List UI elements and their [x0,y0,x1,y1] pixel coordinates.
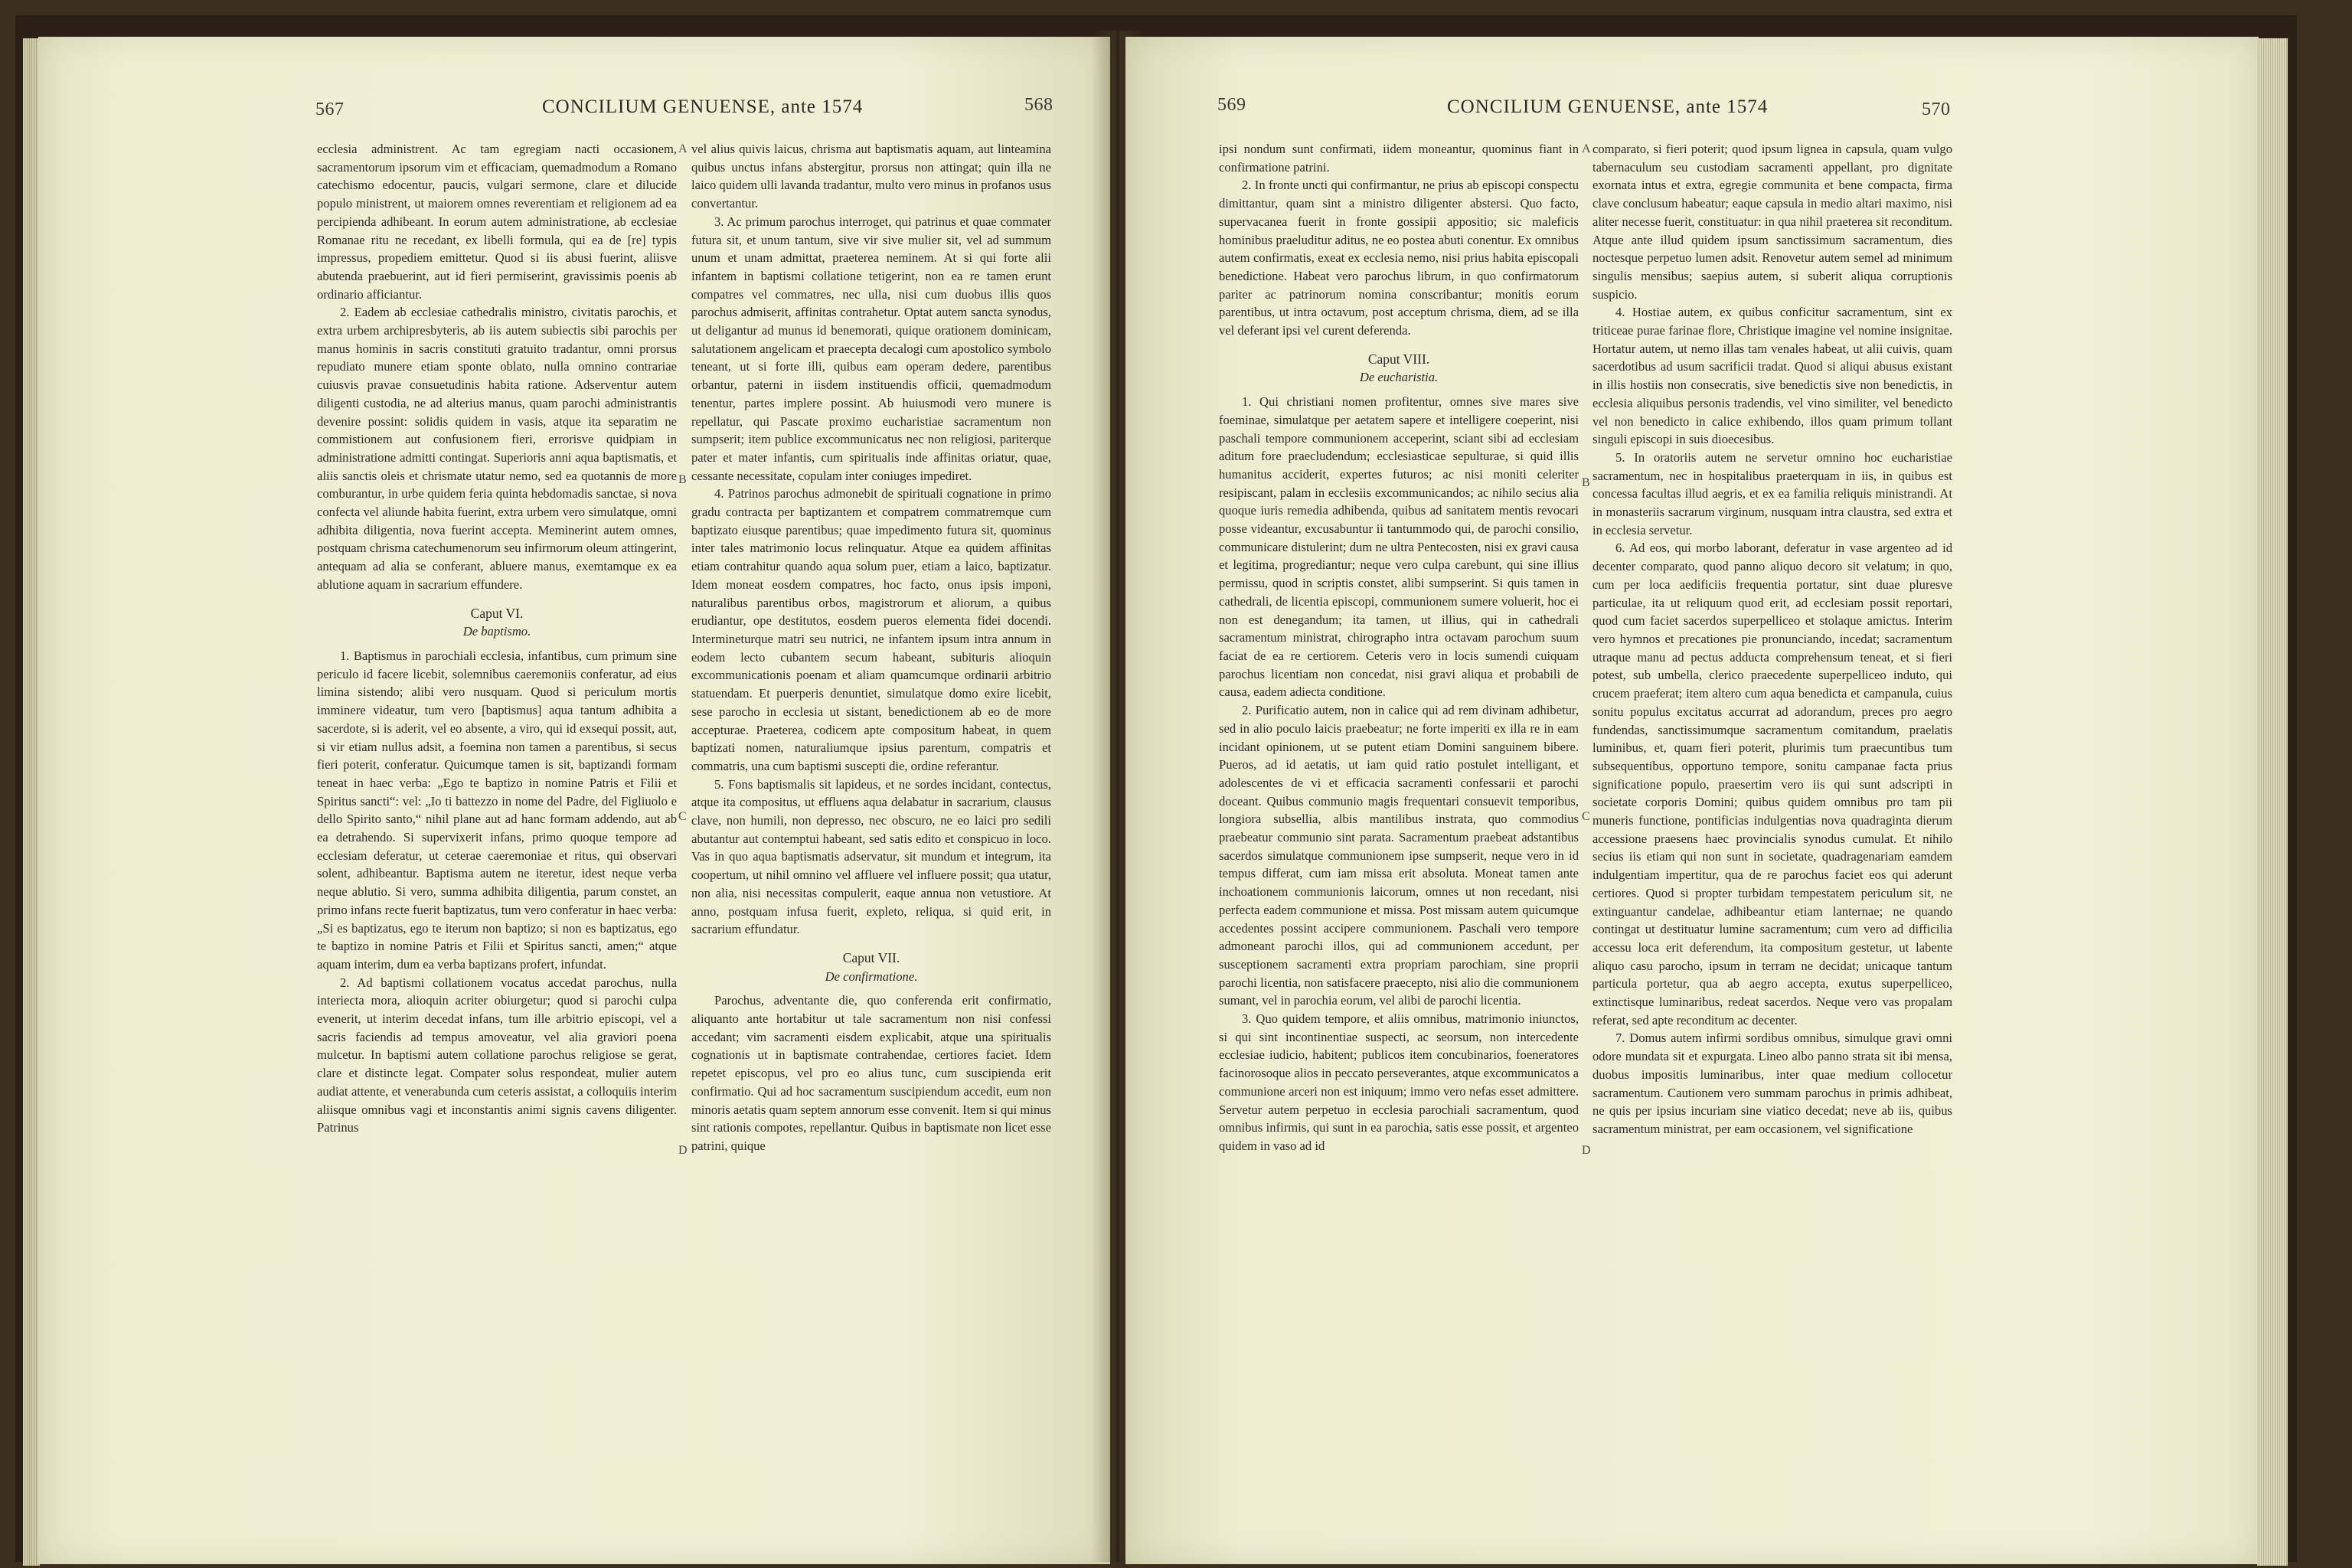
running-title: CONCILIUM GENUENSE, ante 1574 [1447,96,1769,117]
paragraph: 3. Ac primum parochus interroget, qui patrinus et quae commater futura sit, et unum tantum, sive vir sive mulier sit, vel ad summum unum et unam admittat, praeterea neminem. At si qui forte alii infantem in baptismi collatione tetigerint, non ea re tamen erunt compatres vel commatres, nec ulla, nisi cum duobus illis quos parochus admiserit, affinitas contrahetur. Optat autem sancta synodus, ut deligantur ad munus id benemorati, quique orationem dominicam, salutationem angelicam et praecepta decalogi cum apostolico symbolo teneant, ut si forte illi, quibus eam operam dedere, parentibus orbantur, paterni in iisdem instituendis officii, quemadmodum tenentur, partes implere possint. Ab huiusmodi vero munere is repellatur, qui Pascate proximo eucharistiae sacramentum non sumpserit; item publice excommunicatus nec non religiosi, pariterque pater et mater infantis, cum spiritualis inde affinitas oriatur, quae, cessante necessitate, copulam inter coniuges impediret. [691,214,1051,483]
paragraph: 2. Purificatio autem, non in calice qui ad rem divinam adhibetur, sed in alio poculo laicis praebeatur; ne forte imperiti ex illa re in eam incidant opinionem, ut se putent etiam Domini sanguinem bibere. Pueros, ad id aetatis, ut iam quid ratio postulet intelligant, et adolescentes de vi et efficacia sacramenti confessarii et parochi doceant. Quibus communio magis frequentari consuevit temporibus, longiora subsellia, albis mantilibus instrata, quo commodius praebeatur communio sint parata. Sacramentum praebeat adstantibus sacerdos simulatque communionem ipse sumpserit, neque vero in id tempus differat, cum iam missa erit absoluta. Moneat tamen ante inchoationem communionis laicorum, omnes ut non recedant, nisi perfecta eadem communione et missa. Post missam autem quicumque accedentes possint accipere communionem. Paschali vero tempore admoneant parochi illos, qui ad communionem accedunt, per susceptionem sacramenti extra propriam parochiam, sine proprii parochi licentia, non satisfacere praecepto, nisi alio die communionem sumant, vel in parochia eorum, vel alibi de parochi licentia. [1219,703,1579,1008]
page-number: 567 [315,100,345,119]
paragraph: 3. Quo quidem tempore, et aliis omnibus, matrimonio iniunctos, si qui sint incontinentiae suspecti, ac seorsum, non intercedente ecclesiae iudicio, habitent; publicos item concubinarios, foeneratores facinorosoque alios in peccato perseverantes, atque excommunicatos a communione arceri non est iniquum; immo vero nefas esset admittere. Servetur autem perpetuo in ecclesia parochiali sacramentum, quod omnibus infirmis, qui sunt in ea parochia, satis esse possit, et argenteo quidem in vaso ad id [1219,1011,1579,1153]
paragraph: 4. Hostiae autem, ex quibus conficitur sacramentum, sint ex triticeae purae farinae flore, Christique imagine vel nomine insignitae. Hortatur autem, ut nemo illas tam venales habeat, ut alii cuivis, quam sacerdotibus ad usum sacrificii tradat. Quod si aliqui abusus existant in illis hostiis non consecratis, sive benedictis sive non benedictis, in ecclesia aliquibus personis tradendis, vel vino similiter, vel benedicto vel non benedicto in calice exhibendo, illos quam primum tollant singuli episcopi in suis dioecesibus. [1592,305,1952,447]
left-page [38,37,1110,1564]
margin-marker: A [1582,142,1591,155]
margin-marker: D [678,1144,688,1157]
page-number: 568 [1024,95,1054,115]
paragraph: 5. In oratoriis autem ne servetur omnino hoc eucharistiae sacramentum, nec in hospitalibus praeterquam in iis, in quibus est concessa facultas illud aegris, et ex ea familia reliquis ministrandi. At in monasteriis sacrarum virginum, nusquam intra claustra, sed extra et in ecclesia servetur. [1592,449,1952,537]
page-edges-left [23,38,40,1566]
paragraph: 5. Fons baptismalis sit lapideus, et ne sordes incidant, contectus, atque ita compositus, ut effluens aqua delabatur in sacrarium, clausus clave, non humili, non depresso, nec obscuro, ne eo laici pro sedili abutantur aut contemptui habeant, sed satis edito et conspicuo in loco. Vas in quo aqua baptismatis adservatur, sit mundum et integrum, ita coopertum, ut nihil omnino vel affluere vel influere possit; qua utatur, non alia, nisi necessitas compulerit, eaque annua non vetustiore. At anno, postquam infusa fuerit, expleto, reliqua, si quid erit, in sacrarium effundatur. [691,776,1051,937]
page-number: 570 [1922,100,1951,119]
paragraph: comparato, si fieri poterit; quod ipsum lignea in capsula, quam vulgo tabernaculum seu custodiam sacramenti appellant, pro dignitate exornata intus et extra, egregie communita et bene compacta, firma clave conclusum habeatur; eaque capsula in medio altari maximo, nisi aliter necesse fuerit, constituatur: in qua nihil praeterea sit reconditum. Atque ante illud quidem ipsum sanctissimum sacramentum, dies noctesque perpetuo lumen adsit. Renovetur autem semel ad minimum singulis mensibus; saepius autem, si suberit aliqua corruptionis suspicio. [1592,142,1952,302]
paragraph: 1. Baptismus in parochiali ecclesia, infantibus, cum primum sine periculo id facere licebit, solemnibus caeremoniis conferatur, ad eius limina sistendo; alibi vero nusquam. Quod si periculum mortis imminere videatur, tum vero [baptismus] aqua tantum adhibita a sacerdote, si is aderit, vel eo absente, a viro, qui id exsequi possit, aut, si vir etiam nullus adsit, a foemina non tamen a parentibus, si secus fieri poterit, conferatur. Quicumque tamen is sit, baptizandi formam teneat in haec verba: „Ego te baptizo in nomine Patris et Filii et Spiritus sancti“: vel: „Io ti battezzo in nome del Padre, del Figliuolo e dello Spirito santo,“ nihil plane aut ad hanc formam addendo, aut ab ea detrahendo. Si supervixerit infans, primo quoque tempore ad ecclesiam deferatur, ut ceterae caeremoniae et ritus, qui observari solent, adhibeantur. Baptisma autem ne iteretur, idest neque verba neque ablutio. Si vero, summa adhibita diligentia, parum constet, an primo infans recte fuerit baptizatus, tum vero conferatur in haec verba: „Si es baptizatus, ego te iterum non baptizo; si non es baptizatus, ego te baptizo in nomine Patris et Filii et Spiritus sancti, amen;“ atque aquam interim, dum ea verba baptizans profert, infundat. [317,648,677,972]
text-column [1219,140,1579,1155]
margin-marker: C [678,810,687,823]
paragraph: Parochus, adventante die, quo conferenda erit confirmatio, aliquanto ante hortabitur ut tale sacramentum non nisi confessi accedant; vim sacramenti eisdem explicabit, atque una spiritualis cognationis ut in baptismate contrahendae, certiores faciet. Idem repetet episcopus, vel pro eo alius tunc, cum suscipienda erit confirmatio. Qui ad hoc sacramentum suscipiendum accedit, eum non minoris aetatis quam septem annorum esse convenit. Item si qui minus sint rationis compotes, repellantur. Quibus in baptismate non licet esse patrini, quique [691,993,1051,1153]
margin-marker: C [1582,810,1590,823]
paragraph: 2. Ad baptismi collationem vocatus accedat parochus, nulla interiecta mora, alioquin acriter obiurgetur; quod si parochi culpa evenerit, ut interim decedat infans, tum ille arbitrio episcopi, vel a sacris faciendis ad tempus amoveatur, vel alia graviori poena mulcetur. In baptismi autem collatione parochus religiose se gerat, clare et distincte legat. Compater solus respondeat, mulier autem audiat attente, et venerabunda cum ceteris assistat, a colloquiis interim aliisque omnibus vagi et inconstantis animi signis cavens diligenter. Patrinus [317,975,677,1135]
chapter-subtitle: De eucharistia. [1359,370,1439,385]
page-number: 569 [1217,95,1246,115]
right-running-head [1125,90,2259,121]
chapter-heading: Caput VII. [842,949,900,965]
paragraph: 2. Eadem ab ecclesiae cathedralis ministro, civitatis parochis, et extra urbem archipresbyteris, ab iis autem subiectis sibi parochis per manus hominis in sacris constituti gratuito tradantur, omni prorsus repudiato munere etiam sponte oblato, nulla omnino contrariae cuiusvis pravae consuetudinis habita ratione. Adserventur autem diligenti custodia, ne ad alterius manus, quam parochi administrantis devenire possint: solidis quidem in vasis, atque ita separatim ne commistionem aut confusionem fieri, errorisve quidpiam in administratione admitti contingat. Superioris anni aqua baptismatis, et aliis sanctis oleis et chrismate utatur nemo, sed ea quotannis de more comburantur, in urbe quidem feria quinta hebdomadis sanctae, si nova confecta vel aliunde habita fuerint, extra urbem vero simulatque, omni adhibita diligentia, nova fuerint accepta. Meminerint autem omnes, postquam chrisma catechumenorum seu infirmorum oleum attingerint, antequam ad alia se conferant, abluere manus, exemtamque ex ea ablutione aquam in sacrarium effundere. [317,305,677,592]
margin-marker: A [678,142,688,155]
paragraph: 4. Patrinos parochus admonebit de spirituali cognatione in primo gradu contracta per baptizantem et compatrem commatremque cum baptizato eiusque parentibus; quae impedimento futura sit, quominus inter tales matrimonio locus relinquatur. Atque ea quidem affinitas etiam contrahitur quando aqua solum puer, etiam a laico, baptizatur. Idem moneat eosdem compatres, hoc facto, onus ipsis imponi, naturalibus parentibus orbos, magistrorum et aliorum, a quibus erudiantur, ope destitutos, eosdem pueros elementa fidei docendi. Intermineturque matri seu nutrici, ne infantem ipsum intra annum in eodem lecto cubantem secum habeant, subituris alioquin excommunicationis poenam et aliam quamcumque ordinarii arbitrio statuendam. Et puerperis denuntiet, simulatque domo exire licebit, sese parocho in ecclesia ut sistant, benedictionem ab eo de more accepturae. Praeterea, codicem apte compositum habeat, in quem baptizati nomen, naturaliumque ipsius parentum, compatris et commatris, una cum baptismi suscepti die, ordine referantur. [691,486,1051,773]
paragraph: 1. Qui christiani nomen profitentur, omnes sive mares sive foeminae, simulatque per aetatem sapere et intelligere coeperint, nisi paschali tempore communionem acceperint, sciant sibi ad ecclesiam aditum fore praecludendum; ecclesiasticae sepulturae, si quid illis humanitus acciderit, expertes futuros; ac nisi moniti celeriter resipiscant, palam in ecclesiis excommunicandos; ac nihilo secius alia quoque iuris remedia adhibenda, quibus ad sanitatem mentis revocari posse videantur, excusabuntur ii tantummodo qui, de parochi consilio, communicare distulerint; dum ne ultra Pentecosten, nisi ex gravi causa et legitima, progrediantur; neque vero culpa carebunt, qui sine illius permissu, quod in scriptis constet, alibi sumpserint. Si quis tamen in cathedrali, de licentia episcopi, communionem sumere voluerit, hoc ei non est denegandum; ita tamen, ut illius, qui in cathedrali sacramentum ministrat, chirographo intra octavam parochum suum faciat de ea re certiorem. Ceteris vero in locis sumendi cuiquam parochus licentiam non concedat, nisi gravi aliqua et probabili de causa, eadem adiecta conditione. [1219,394,1579,700]
chapter-subtitle: De confirmatione. [825,969,918,984]
margin-marker: D [1582,1144,1591,1157]
paragraph: vel alius quivis laicus, chrisma aut baptismatis aquam, aut linteamina quibus unctus infans abstergitur, prorsus non attingat; quin illa ne laico quidem ulli lavanda tradantur, multo vero minus in profanos usus convertantur. [691,142,1051,211]
paragraph: 6. Ad eos, qui morbo laborant, deferatur in vase argenteo ad id decenter comparato, quod panno aliquo decoro sit velatum; in quo, cum per loca aedificiis frequentia portatur, sint duae pluresve particulae, ita ut reliquum quod erit, ad ecclesiam possit reportari, quod cum faciet sacerdos superpelliceo et stolaque amictus. Interim vero hymnos et precationes pie pronunciando, incedat; sacramentum utraque manu ad pectus adducta comprehensum teneat, et si fieri potest, sub umbella, clerico praecedente superpelliceo induto, qui crucem praeferat; item altero cum aqua benedicta et campanula, cuius sonitu populus excitatus accurrat ad adorandum, preces pro aegro fundendas, sanctissimumque sacramentum comitandum, praelatis luminibus, et, quam fieri poterit, plurimis tum praecuntibus tum subsequentibus, opportuno tempore, sonitu campanae facta prius significatione populo, praesertim vero iis qui sunt adscripti in societate corporis Domini; quibus quidem omnibus pro tam pii muneris functione, pontificias indulgentias nova quadraginta dierum accessione praesens haec provincialis synodus cumulat. Et nihilo secius iis etiam qui non sunt in societate, quadragenariam eamdem indulgentiam impertitur, qua de re parochus faciet eos qui aderunt certiores. Quod si propter turbidam tempestatem periculum sit, ne extinguantur candelae, adhibeantur etiam lanternae; ne quando contingat ut destituatur lumine sacramentum; cum vero ad difficilia accessu loca erit deferendum, ita compositum gestetur, ut labente aliquo casu parocho, ipsum in terram ne decidat; unicaque tantum particula portetur, qua ab aegro accepta, exutus superpelliceo, extinctisque luminaribus, redeat sacerdos. Neque vero vas propalam referat, sed apte reconditum ac decenter. [1592,541,1952,1027]
margin-marker: B [678,473,687,486]
chapter-subtitle: De baptismo. [462,624,531,639]
paragraph: 2. In fronte uncti qui confirmantur, ne prius ab episcopi conspectu dimittantur, quam sint a ministro diligenter abstersi. Quo facto, supervacanea fuerit in fronte gossipii appositio; sic maleficis hominibus praeluditur aditus, ne eo postea abuti conentur. Ex omnibus autem confirmatis, exeat ex ecclesia nemo, nisi prius habita episcopali benedictione. Habeat vero parochus librum, in quo confirmatorum pariter ac patrinorum nomina conscribantur; monitis eorum parentibus, ut intra octavum, post acceptum chrisma, diem, ad se illa vel deferant ipsi vel curent deferenda. [1219,178,1579,338]
running-title: CONCILIUM GENUENSE, ante 1574 [542,96,864,117]
page-edges-right [2257,38,2288,1566]
text-column [691,140,1051,1155]
left-running-head [38,90,1110,121]
text-column [317,140,677,1137]
chapter-heading: Caput VIII. [1367,351,1430,367]
margin-marker: B [1582,476,1590,489]
text-column [1592,140,1952,1138]
paragraph: ecclesia administrent. Ac tam egregiam nacti occasionem, sacramentorum ipsorum vim et efficaciam, quemadmodum a Romano catechismo edocentur, paucis, vulgari sermone, clare et dilucide populo ministrent, ut maiorem omnes reverentiam et religionem ad ea percipienda adhibeant. In eorum autem administratione, ab ecclesiae Romanae ritu ne recedant, ex libelli formula, qui ea de [re] typis impressus, propediem emittetur. Quod si iis abusi fuerint, aliisve abutenda praebuerint, aut id fieri permiserint, gravissimis poenis ab ordinario afficiantur. [317,142,677,302]
right-page [1125,37,2259,1564]
chapter-heading: Caput VI. [470,605,524,621]
paragraph: 7. Domus autem infirmi sordibus omnibus, simulque gravi omni odore mundata sit et expurgata. Lineo albo panno strata sit ibi mensa, duobus impositis luminaribus, inter quae medium collocetur sacramentum. Cautionem vero summam parochus in primis adhibeat, ne quis per ipsius incuriam sine viatico decedat; neve ab iis, quibus sacramentum ministrat, per eam occasionem, vel significatione [1592,1031,1952,1136]
book-spread [15,15,2297,1562]
paragraph: ipsi nondum sunt confirmati, iidem moneantur, quominus fiant in confirmatione patrini. [1219,142,1579,175]
